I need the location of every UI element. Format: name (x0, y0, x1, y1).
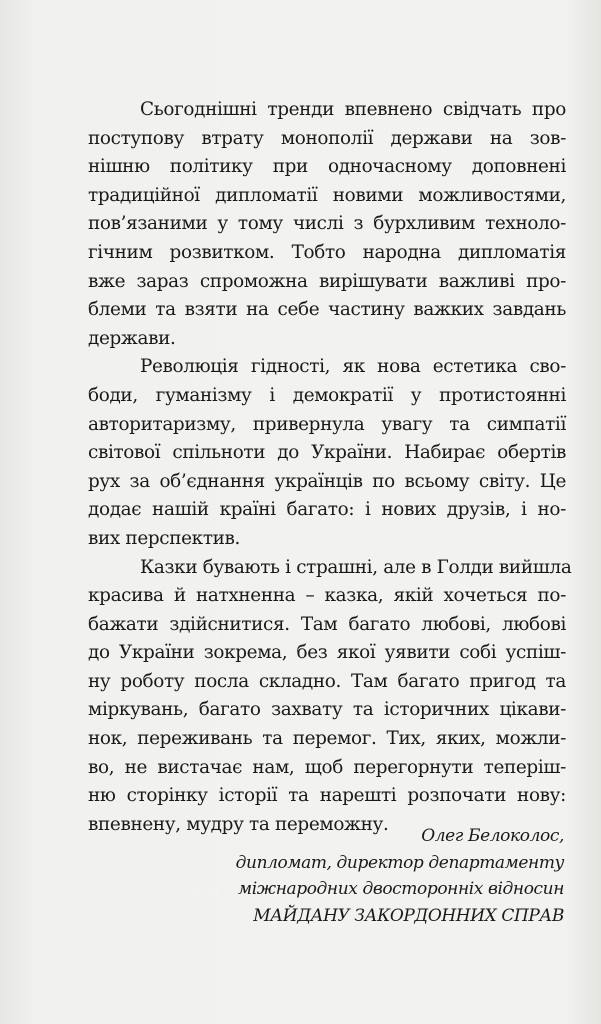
text-line: Казки бувають і страшні, але в Голди вийшла (140, 556, 572, 578)
text-line: до України зокрема, без якої уявити собі успіш- (88, 642, 566, 664)
text-line: міркувань, багато захвату та історичних цікави- (88, 699, 566, 721)
text-line: рух за об’єднання українців по всьому світу. Це (88, 470, 566, 492)
body-text (88, 96, 572, 839)
author-organization: МАЙДАНУ ЗАКОРДОННИХ СПРАВ (253, 905, 564, 926)
text-line: боди, гуманізму і демократії у протистоянні (88, 384, 566, 406)
text-line: гічним розвитком. Тобто народна дипломатія (88, 241, 566, 263)
text-line: авторитаризму, привернула увагу та симпатії (88, 413, 566, 435)
text-line: во, не вистачає нам, щоб перегорнути теперіш- (88, 756, 566, 778)
text-line: поступову втрату монополії держави на зов- (88, 127, 566, 149)
text-line: ну роботу посла складно. Там багато пригод та (88, 670, 566, 692)
text-line: пов’язаними у тому числі з бурхливим техноло- (88, 213, 566, 235)
text-line: красива й натхненна – казка, якій хочеться по- (88, 585, 566, 607)
text-line: вих перспектив. (88, 527, 241, 549)
text-line: світової спільноти до України. Набирає обертів (88, 442, 566, 464)
text-line: традиційної дипломатії новими можливостями, (88, 184, 566, 206)
text-line: вже зараз спроможна вирішувати важливі про- (88, 270, 566, 292)
text-line: Сьогоднішні тренди впевнено свідчать про (140, 99, 566, 120)
author-name: Олег Белоколос, (421, 826, 564, 846)
text-line: бажати здійснитися. Там багато любові, любові (88, 613, 566, 635)
text-line: нішню політику при одночасному доповнені (88, 156, 566, 178)
text-line: Революція гідності, як нова естетика сво- (140, 356, 566, 378)
author-department: міжнародних двосторонніх відносин (238, 879, 564, 899)
author-position: дипломат, директор департаменту (235, 852, 564, 873)
signature-block (236, 823, 564, 929)
text-line: нок, переживань та перемог. Тих, яких, можли- (88, 728, 566, 750)
text-line: ню сторінку історії та нарешті розпочати нову: (88, 785, 566, 807)
text-line: впевнену, мудру та переможну. (88, 813, 389, 835)
text-line: держави. (88, 327, 176, 349)
text-line: додає нашій країні багато: і нових друзів, і но- (88, 499, 566, 521)
text-line: блеми та взяти на себе частину важких завдань (88, 299, 566, 321)
